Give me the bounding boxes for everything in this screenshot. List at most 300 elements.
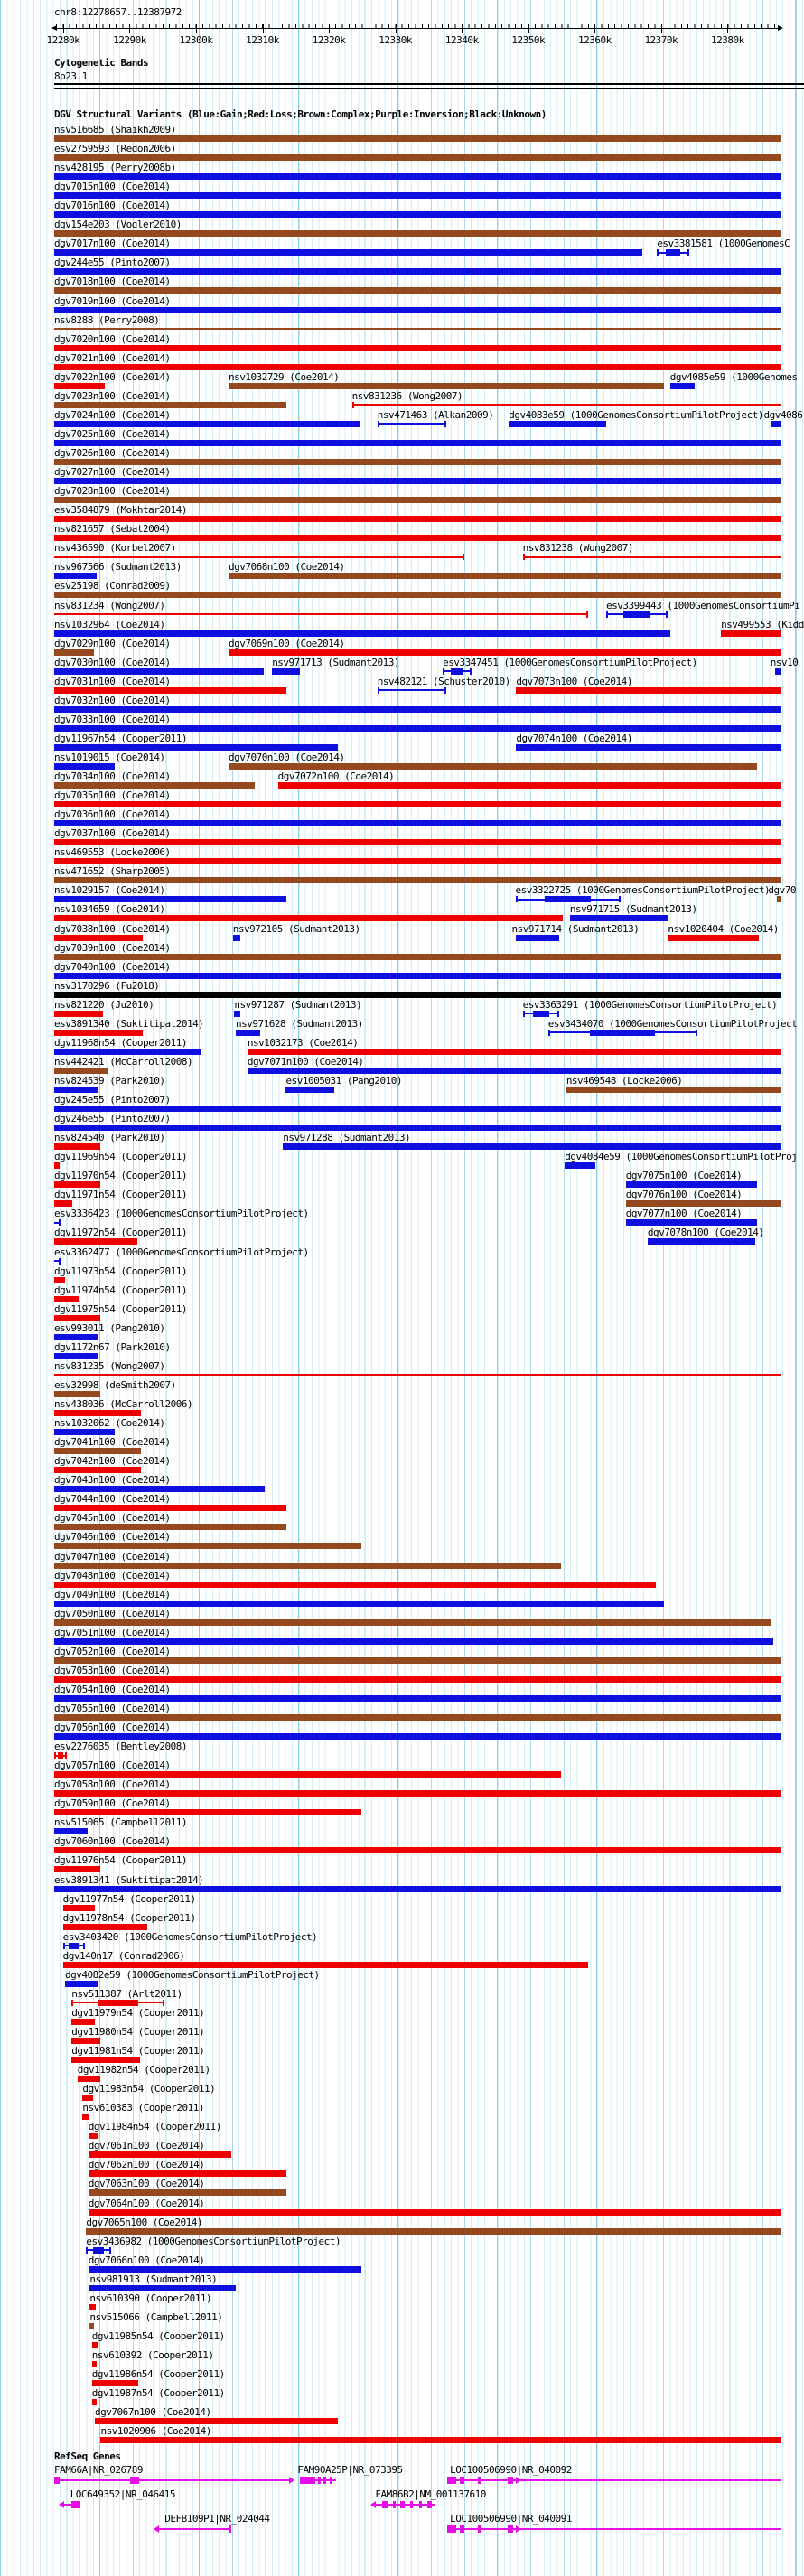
variant-label[interactable]: dgv7045n100 (Coe2014) xyxy=(54,1512,171,1525)
variant-bar[interactable] xyxy=(54,649,94,656)
variant-bar[interactable] xyxy=(648,1238,755,1245)
variant-label[interactable]: nsv1029157 (Coe2014) xyxy=(54,884,165,897)
variant-label[interactable]: dgv7061n100 (Coe2014) xyxy=(88,2140,205,2152)
variant-label[interactable]: esv993011 (Pang2010) xyxy=(54,1321,165,1334)
variant-bar[interactable] xyxy=(86,2247,110,2254)
variant-label[interactable]: esv3322725 (1000GenomesConsortiumPilotProject) xyxy=(515,884,771,897)
variant-bar[interactable] xyxy=(54,1505,286,1511)
variant-bar[interactable] xyxy=(54,307,781,313)
gene-model[interactable] xyxy=(300,2477,336,2484)
variant-label[interactable]: dgv1172n67 (Park2010) xyxy=(54,1340,171,1353)
variant-bar[interactable] xyxy=(234,1011,239,1017)
gene-model[interactable] xyxy=(54,2477,290,2484)
variant-label[interactable]: dgv7043n100 (Coe2014) xyxy=(54,1474,171,1487)
variant-bar[interactable] xyxy=(54,287,781,294)
variant-label[interactable]: nsv471463 (Alkan2009) xyxy=(377,408,494,421)
variant-label[interactable]: dgv7030n100 (Coe2014) xyxy=(54,656,171,668)
variant-bar[interactable] xyxy=(54,1200,72,1207)
variant-label[interactable]: nsv967566 (Sudmant2013) xyxy=(54,561,182,574)
variant-label[interactable]: esv3399443 (1000GenomesConsortiumPi xyxy=(606,599,800,611)
variant-bar[interactable] xyxy=(236,1030,260,1036)
variant-bar[interactable] xyxy=(54,1448,141,1454)
variant-label[interactable]: dgv7032n100 (Coe2014) xyxy=(54,694,171,706)
variant-label[interactable]: dgv11981n54 (Cooper2011) xyxy=(71,2045,205,2058)
variant-label[interactable]: dgv7060n100 (Coe2014) xyxy=(54,1835,171,1848)
variant-bar[interactable] xyxy=(443,668,472,675)
variant-label[interactable]: dgv7070n100 (Coe2014) xyxy=(228,751,345,763)
variant-bar[interactable] xyxy=(63,1924,147,1930)
variant-label[interactable]: dgv154e203 (Vogler2010) xyxy=(54,219,182,231)
variant-label[interactable]: dgv11987n54 (Cooper2011) xyxy=(91,2387,225,2400)
variant-bar[interactable] xyxy=(229,763,757,770)
variant-bar[interactable] xyxy=(285,1087,333,1093)
gene-label[interactable]: LOC100506990|NR_040091 xyxy=(450,2513,572,2525)
variant-label[interactable]: dgv11978n54 (Cooper2011) xyxy=(62,1911,196,1924)
variant-label[interactable]: nsv3170296 (Fu2018) xyxy=(54,979,160,992)
variant-bar[interactable] xyxy=(54,1334,98,1340)
variant-label[interactable]: dgv11975n54 (Cooper2011) xyxy=(54,1302,187,1315)
variant-bar[interactable] xyxy=(54,1714,781,1721)
variant-bar[interactable] xyxy=(229,649,781,656)
variant-bar[interactable] xyxy=(86,2228,781,2235)
variant-label[interactable]: nsv971287 (Sudmant2013) xyxy=(234,998,362,1011)
variant-label[interactable]: esv32998 (deSmith2007) xyxy=(54,1378,176,1391)
variant-bar[interactable] xyxy=(71,2000,164,2006)
variant-label[interactable]: dgv7018n100 (Coe2014) xyxy=(54,275,171,288)
variant-label[interactable]: nsv515066 (Campbell2011) xyxy=(89,2310,223,2323)
variant-label[interactable]: dgv11968n54 (Cooper2011) xyxy=(54,1036,187,1049)
variant-label[interactable]: dgv7040n100 (Coe2014) xyxy=(54,960,171,973)
variant-bar[interactable] xyxy=(523,554,781,560)
variant-bar[interactable] xyxy=(54,1866,100,1872)
variant-label[interactable]: dgv11971n54 (Cooper2011) xyxy=(54,1189,187,1201)
variant-bar[interactable] xyxy=(89,2304,95,2310)
variant-label[interactable]: dgv7075n100 (Coe2014) xyxy=(625,1170,743,1182)
variant-bar[interactable] xyxy=(54,858,781,864)
variant-label[interactable]: nsv1032062 (Coe2014) xyxy=(54,1417,165,1430)
variant-bar[interactable] xyxy=(54,592,781,598)
variant-bar[interactable] xyxy=(54,1676,781,1683)
variant-bar[interactable] xyxy=(565,1162,595,1169)
variant-bar[interactable] xyxy=(272,668,300,675)
variant-bar[interactable] xyxy=(92,2399,97,2405)
variant-label[interactable]: nsv515065 (Campbell2011) xyxy=(54,1816,187,1829)
variant-bar[interactable] xyxy=(516,896,622,902)
gene-label[interactable]: FAM90A25P|NR_073395 xyxy=(297,2464,403,2476)
variant-bar[interactable] xyxy=(54,611,588,618)
variant-label[interactable]: dgv7078n100 (Coe2014) xyxy=(647,1227,764,1239)
variant-bar[interactable] xyxy=(54,1809,361,1815)
variant-label[interactable]: esv3347451 (1000GenomesConsortiumPilotProject) xyxy=(443,656,697,668)
variant-label[interactable]: dgv7042n100 (Coe2014) xyxy=(54,1455,171,1468)
variant-label[interactable]: dgv7068n100 (Coe2014) xyxy=(228,561,345,574)
variant-bar[interactable] xyxy=(89,2151,231,2158)
variant-bar[interactable] xyxy=(54,421,360,427)
variant-bar[interactable] xyxy=(54,839,781,845)
variant-label[interactable]: nsv971715 (Sudmant2013) xyxy=(569,903,697,916)
variant-label[interactable]: nsv8288 (Perry2008) xyxy=(54,313,160,326)
variant-label[interactable]: nsv824540 (Park2010) xyxy=(54,1132,165,1144)
variant-bar[interactable] xyxy=(229,383,664,389)
gene-model[interactable] xyxy=(63,2501,79,2508)
variant-label[interactable]: nsv971714 (Sudmant2013) xyxy=(511,922,640,935)
variant-bar[interactable] xyxy=(54,345,781,351)
variant-bar[interactable] xyxy=(54,249,642,256)
variant-bar[interactable] xyxy=(54,1847,781,1853)
variant-label[interactable]: nsv971288 (Sudmant2013) xyxy=(283,1132,411,1144)
variant-bar[interactable] xyxy=(54,173,781,180)
variant-bar[interactable] xyxy=(229,573,781,579)
variant-label[interactable]: nsv516685 (Shaikh2009) xyxy=(54,124,176,135)
variant-label[interactable]: dgv4086 xyxy=(763,408,803,421)
variant-label[interactable]: esv3363291 (1000GenomesConsortiumPilotProject) xyxy=(522,998,778,1011)
variant-label[interactable]: dgv11986n54 (Cooper2011) xyxy=(91,2368,225,2381)
variant-bar[interactable] xyxy=(516,687,781,694)
variant-bar[interactable] xyxy=(626,1219,758,1226)
variant-label[interactable]: dgv7047n100 (Coe2014) xyxy=(54,1550,171,1563)
variant-label[interactable]: dgv7055n100 (Coe2014) xyxy=(54,1702,171,1714)
variant-bar[interactable] xyxy=(523,1011,559,1017)
variant-bar[interactable] xyxy=(63,1943,85,1949)
variant-label[interactable]: nsv972105 (Sudmant2013) xyxy=(232,922,360,935)
variant-bar[interactable] xyxy=(54,1391,100,1397)
variant-label[interactable]: dgv11985n54 (Cooper2011) xyxy=(91,2329,225,2342)
variant-label[interactable]: dgv7036n100 (Coe2014) xyxy=(54,808,171,821)
variant-bar[interactable] xyxy=(548,1030,697,1036)
variant-label[interactable]: esv3434070 (1000GenomesConsortiumPilotProject xyxy=(547,1017,798,1030)
variant-bar[interactable] xyxy=(54,1315,100,1321)
variant-bar[interactable] xyxy=(54,896,286,902)
variant-bar[interactable] xyxy=(771,421,781,427)
variant-bar[interactable] xyxy=(63,1962,588,1968)
variant-label[interactable]: dgv7028n100 (Coe2014) xyxy=(54,485,171,498)
variant-label[interactable]: nsv821657 (Sebat2004) xyxy=(54,523,171,536)
gene-model[interactable] xyxy=(375,2501,435,2508)
variant-bar[interactable] xyxy=(278,782,781,789)
gene-label[interactable]: LOC649352|NR_046415 xyxy=(70,2488,176,2500)
variant-label[interactable]: dgv11967n54 (Cooper2011) xyxy=(54,732,187,744)
variant-bar[interactable] xyxy=(54,1030,143,1036)
variant-label[interactable]: nsv610392 (Cooper2011) xyxy=(91,2349,214,2362)
variant-label[interactable]: dgv7069n100 (Coe2014) xyxy=(228,637,345,649)
variant-bar[interactable] xyxy=(352,402,781,408)
variant-label[interactable]: nsv610390 (Cooper2011) xyxy=(89,2291,212,2304)
variant-label[interactable]: nsv831234 (Wong2007) xyxy=(54,599,165,611)
variant-label[interactable]: dgv7067n100 (Coe2014) xyxy=(95,2406,211,2419)
variant-bar[interactable] xyxy=(78,2076,100,2082)
variant-label[interactable]: dgv4082e59 (1000GenomesConsortiumPilotProject) xyxy=(65,1968,320,1981)
variant-label[interactable]: dgv7044n100 (Coe2014) xyxy=(54,1493,171,1506)
variant-bar[interactable] xyxy=(54,1277,65,1283)
variant-label[interactable]: nsv428195 (Perry2008b) xyxy=(54,162,176,174)
variant-bar[interactable] xyxy=(54,497,781,503)
variant-label[interactable]: dgv7056n100 (Coe2014) xyxy=(54,1722,171,1734)
variant-label[interactable]: esv3891340 (Suktitipat2014) xyxy=(54,1017,204,1030)
variant-bar[interactable] xyxy=(54,706,781,713)
variant-label[interactable]: dgv11973n54 (Cooper2011) xyxy=(54,1265,187,1277)
variant-bar[interactable] xyxy=(509,421,606,427)
variant-bar[interactable] xyxy=(92,2380,138,2386)
variant-label[interactable]: dgv7052n100 (Coe2014) xyxy=(54,1645,171,1657)
variant-bar[interactable] xyxy=(606,611,668,618)
variant-bar[interactable] xyxy=(54,478,781,484)
variant-label[interactable]: dgv7027n100 (Coe2014) xyxy=(54,466,171,479)
gene-model[interactable] xyxy=(447,2525,781,2533)
variant-bar[interactable] xyxy=(54,687,286,694)
variant-bar[interactable] xyxy=(233,935,240,941)
variant-label[interactable]: dgv7034n100 (Coe2014) xyxy=(54,770,171,783)
variant-bar[interactable] xyxy=(775,668,781,675)
variant-bar[interactable] xyxy=(54,1619,771,1626)
variant-bar[interactable] xyxy=(54,1733,781,1740)
variant-label[interactable]: dgv7025n100 (Coe2014) xyxy=(54,427,171,440)
variant-label[interactable]: nsv821220 (Ju2010) xyxy=(54,998,154,1011)
variant-label[interactable]: dgv11970n54 (Cooper2011) xyxy=(54,1170,187,1182)
variant-label[interactable]: nsv610383 (Cooper2011) xyxy=(82,2102,205,2114)
gene-model[interactable] xyxy=(158,2525,231,2533)
variant-label[interactable]: dgv7077n100 (Coe2014) xyxy=(625,1208,743,1220)
variant-label[interactable]: nsv824539 (Park2010) xyxy=(54,1075,165,1087)
variant-bar[interactable] xyxy=(54,992,781,998)
variant-label[interactable]: dgv7057n100 (Coe2014) xyxy=(54,1759,171,1772)
variant-bar[interactable] xyxy=(54,1068,108,1074)
variant-bar[interactable] xyxy=(566,1087,781,1093)
variant-label[interactable]: esv3403420 (1000GenomesConsortiumPilotProject) xyxy=(62,1930,318,1943)
variant-label[interactable]: esv25198 (Conrad2009) xyxy=(54,580,171,593)
variant-label[interactable]: esv3891341 (Suktitipat2014) xyxy=(54,1873,204,1886)
variant-bar[interactable] xyxy=(54,801,781,807)
variant-label[interactable]: dgv7039n100 (Coe2014) xyxy=(54,941,171,954)
variant-label[interactable]: dgv7024n100 (Coe2014) xyxy=(54,408,171,421)
variant-label[interactable]: nsv1020404 (Coe2014) xyxy=(668,922,779,935)
variant-bar[interactable] xyxy=(54,1582,656,1588)
variant-label[interactable]: dgv7038n100 (Coe2014) xyxy=(54,922,171,935)
variant-bar[interactable] xyxy=(54,135,781,142)
variant-bar[interactable] xyxy=(89,2266,361,2273)
variant-bar[interactable] xyxy=(82,2114,89,2120)
variant-label[interactable]: dgv7065n100 (Coe2014) xyxy=(86,2216,202,2228)
variant-bar[interactable] xyxy=(54,1771,561,1778)
variant-label[interactable]: nsv10 xyxy=(770,656,799,668)
variant-bar[interactable] xyxy=(71,2057,140,2063)
variant-label[interactable]: dgv7054n100 (Coe2014) xyxy=(54,1683,171,1695)
variant-bar[interactable] xyxy=(626,1200,781,1207)
variant-label[interactable]: dgv7019n100 (Coe2014) xyxy=(54,294,171,307)
variant-bar[interactable] xyxy=(54,364,781,370)
gene-label[interactable]: DEFB109P1|NR_024044 xyxy=(164,2513,270,2525)
variant-bar[interactable] xyxy=(54,782,255,789)
variant-bar[interactable] xyxy=(54,725,781,732)
variant-bar[interactable] xyxy=(54,1372,781,1378)
variant-bar[interactable] xyxy=(89,2285,236,2291)
variant-bar[interactable] xyxy=(54,268,781,275)
variant-label[interactable]: nsv1032729 (Coe2014) xyxy=(228,370,340,383)
variant-label[interactable]: dgv4085e59 (1000Genomes xyxy=(669,370,798,383)
variant-label[interactable]: dgv11974n54 (Cooper2011) xyxy=(54,1283,187,1296)
variant-bar[interactable] xyxy=(54,1524,286,1530)
variant-bar[interactable] xyxy=(54,383,105,389)
variant-label[interactable]: dgv7026n100 (Coe2014) xyxy=(54,447,171,460)
variant-label[interactable]: nsv831235 (Wong2007) xyxy=(54,1359,165,1372)
variant-bar[interactable] xyxy=(63,1905,95,1911)
variant-label[interactable]: dgv7022n100 (Coe2014) xyxy=(54,370,171,383)
variant-label[interactable]: dgv7076n100 (Coe2014) xyxy=(625,1189,743,1201)
variant-label[interactable]: nsv436590 (Korbel2007) xyxy=(54,542,176,555)
variant-label[interactable]: nsv831236 (Wong2007) xyxy=(351,389,463,402)
variant-label[interactable]: dgv4084e59 (1000GenomesConsortiumPilotProj xyxy=(565,1151,798,1163)
variant-label[interactable]: dgv11976n54 (Cooper2011) xyxy=(54,1854,187,1867)
variant-bar[interactable] xyxy=(54,516,781,522)
variant-bar[interactable] xyxy=(570,915,668,921)
variant-label[interactable]: dgv4083e59 (1000GenomesConsortiumPilotProject) xyxy=(509,408,763,421)
variant-bar[interactable] xyxy=(54,154,781,161)
variant-bar[interactable] xyxy=(82,2095,92,2101)
variant-bar[interactable] xyxy=(668,935,759,941)
variant-bar[interactable] xyxy=(777,896,781,902)
variant-label[interactable]: nsv499553 (Kidd xyxy=(721,618,804,630)
variant-bar[interactable] xyxy=(54,1828,88,1834)
variant-label[interactable]: dgv7015n100 (Coe2014) xyxy=(54,181,171,193)
variant-label[interactable]: dgv7058n100 (Coe2014) xyxy=(54,1778,171,1791)
variant-bar[interactable] xyxy=(54,1543,361,1549)
variant-bar[interactable] xyxy=(54,1162,60,1169)
variant-label[interactable]: dgv11980n54 (Cooper2011) xyxy=(71,2026,205,2038)
variant-bar[interactable] xyxy=(54,1790,781,1797)
variant-label[interactable]: dgv7023n100 (Coe2014) xyxy=(54,389,171,402)
variant-label[interactable]: dgv7017n100 (Coe2014) xyxy=(54,238,171,250)
variant-label[interactable]: dgv7066n100 (Coe2014) xyxy=(88,2254,205,2266)
variant-bar[interactable] xyxy=(54,554,464,560)
variant-bar[interactable] xyxy=(54,459,781,465)
variant-label[interactable]: dgv7020n100 (Coe2014) xyxy=(54,332,171,345)
variant-label[interactable]: dgv140n17 (Conrad2006) xyxy=(62,1949,185,1962)
variant-label[interactable]: dgv11982n54 (Cooper2011) xyxy=(77,2064,210,2077)
variant-bar[interactable] xyxy=(54,1087,98,1093)
variant-label[interactable]: dgv245e55 (Pinto2007) xyxy=(54,1094,171,1106)
variant-bar[interactable] xyxy=(54,1657,781,1664)
variant-bar[interactable] xyxy=(54,1695,781,1702)
variant-label[interactable]: dgv7072n100 (Coe2014) xyxy=(277,770,395,783)
variant-label[interactable]: dgv7016n100 (Coe2014) xyxy=(54,200,171,212)
variant-bar[interactable] xyxy=(71,2019,95,2025)
variant-label[interactable]: nsv469548 (Locke2006) xyxy=(566,1075,683,1087)
variant-label[interactable]: dgv7048n100 (Coe2014) xyxy=(54,1569,171,1582)
variant-bar[interactable] xyxy=(54,1429,115,1435)
variant-label[interactable]: dgv11984n54 (Cooper2011) xyxy=(88,2121,221,2133)
variant-bar[interactable] xyxy=(54,1011,103,1017)
variant-bar[interactable] xyxy=(95,2418,338,2424)
variant-bar[interactable] xyxy=(721,630,781,637)
variant-bar[interactable] xyxy=(54,954,781,960)
variant-bar[interactable] xyxy=(657,249,689,256)
variant-bar[interactable] xyxy=(54,535,781,541)
variant-label[interactable]: nsv981913 (Sudmant2013) xyxy=(89,2273,218,2285)
variant-bar[interactable] xyxy=(54,1486,265,1492)
variant-bar[interactable] xyxy=(54,744,338,751)
variant-label[interactable]: esv3362477 (1000GenomesConsortiumPilotProject) xyxy=(54,1246,309,1258)
variant-label[interactable]: esv3584879 (Mokhtar2014) xyxy=(54,504,187,517)
variant-bar[interactable] xyxy=(54,935,143,941)
variant-label[interactable]: nsv471652 (Sharp2005) xyxy=(54,865,171,878)
variant-label[interactable]: dgv7071n100 (Coe2014) xyxy=(247,1055,364,1068)
variant-bar[interactable] xyxy=(54,1143,100,1150)
variant-label[interactable]: nsv469553 (Locke2006) xyxy=(54,846,171,859)
variant-label[interactable]: dgv7074n100 (Coe2014) xyxy=(516,732,632,744)
variant-bar[interactable] xyxy=(54,402,286,408)
variant-bar[interactable] xyxy=(54,440,781,446)
cytoband-label[interactable]: 8p23.1 xyxy=(54,70,88,82)
variant-label[interactable]: dgv7064n100 (Coe2014) xyxy=(88,2197,205,2209)
variant-bar[interactable] xyxy=(100,2437,781,2443)
variant-bar[interactable] xyxy=(516,744,781,751)
variant-bar[interactable] xyxy=(54,1638,773,1645)
variant-label[interactable]: dgv7041n100 (Coe2014) xyxy=(54,1436,171,1449)
variant-bar[interactable] xyxy=(54,1296,79,1302)
variant-bar[interactable] xyxy=(89,2189,286,2196)
variant-label[interactable]: dgv7031n100 (Coe2014) xyxy=(54,675,171,687)
variant-label[interactable]: dgv7062n100 (Coe2014) xyxy=(88,2159,205,2171)
variant-bar[interactable] xyxy=(516,935,559,941)
variant-label[interactable]: nsv831238 (Wong2007) xyxy=(522,542,634,555)
variant-label[interactable]: esv1005031 (Pang2010) xyxy=(285,1075,403,1087)
variant-label[interactable]: esv3381581 (1000GenomesC xyxy=(657,238,790,250)
variant-bar[interactable] xyxy=(54,1049,201,1055)
variant-bar[interactable] xyxy=(89,2133,98,2139)
variant-label[interactable]: dgv246e55 (Pinto2007) xyxy=(54,1113,171,1125)
variant-label[interactable]: nsv1032173 (Coe2014) xyxy=(247,1036,359,1049)
variant-label[interactable]: dgv11977n54 (Cooper2011) xyxy=(62,1892,196,1905)
variant-label[interactable]: dgv11983n54 (Cooper2011) xyxy=(82,2083,216,2095)
variant-label[interactable]: dgv7073n100 (Coe2014) xyxy=(516,675,632,687)
variant-label[interactable]: dgv7033n100 (Coe2014) xyxy=(54,713,171,725)
variant-label[interactable]: dgv7051n100 (Coe2014) xyxy=(54,1626,171,1638)
variant-bar[interactable] xyxy=(71,2038,99,2044)
variant-label[interactable]: nsv971713 (Sudmant2013) xyxy=(272,656,400,668)
variant-label[interactable]: dgv11979n54 (Cooper2011) xyxy=(71,2006,205,2019)
variant-bar[interactable] xyxy=(54,1563,561,1569)
variant-bar[interactable] xyxy=(54,1219,61,1226)
variant-label[interactable]: nsv1034659 (Coe2014) xyxy=(54,903,165,916)
gene-label[interactable]: LOC100506990|NR_040092 xyxy=(450,2464,572,2476)
variant-label[interactable]: nsv1032964 (Coe2014) xyxy=(54,618,165,630)
variant-bar[interactable] xyxy=(54,230,781,237)
variant-bar[interactable] xyxy=(378,687,446,694)
variant-bar[interactable] xyxy=(54,1238,137,1245)
variant-bar[interactable] xyxy=(92,2361,97,2367)
variant-bar[interactable] xyxy=(89,2323,94,2329)
variant-label[interactable]: dgv70 xyxy=(768,884,796,897)
variant-bar[interactable] xyxy=(54,1353,98,1359)
variant-label[interactable]: dgv7063n100 (Coe2014) xyxy=(88,2178,205,2190)
variant-label[interactable]: nsv511387 (Arlt2011) xyxy=(71,1987,182,2000)
gene-label[interactable]: FAM86B2|NM_001137610 xyxy=(375,2488,486,2500)
variant-bar[interactable] xyxy=(248,1049,781,1055)
variant-bar[interactable] xyxy=(378,421,446,427)
variant-label[interactable]: dgv7049n100 (Coe2014) xyxy=(54,1588,171,1601)
variant-label[interactable]: nsv442421 (McCarroll2008) xyxy=(54,1055,193,1068)
variant-bar[interactable] xyxy=(248,1068,781,1074)
variant-label[interactable]: dgv7053n100 (Coe2014) xyxy=(54,1664,171,1676)
variant-bar[interactable] xyxy=(54,973,781,979)
variant-bar[interactable] xyxy=(54,326,781,332)
variant-label[interactable]: esv2759593 (Redon2006) xyxy=(54,143,176,155)
variant-bar[interactable] xyxy=(54,668,264,675)
variant-label[interactable]: esv3436982 (1000GenomesConsortiumPilotProject) xyxy=(86,2235,341,2247)
variant-label[interactable]: dgv7029n100 (Coe2014) xyxy=(54,637,171,649)
variant-label[interactable]: esv2276035 (Bentley2008) xyxy=(54,1741,187,1753)
variant-label[interactable]: nsv438036 (McCarroll2006) xyxy=(54,1398,193,1411)
variant-label[interactable]: dgv11972n54 (Cooper2011) xyxy=(54,1227,187,1239)
